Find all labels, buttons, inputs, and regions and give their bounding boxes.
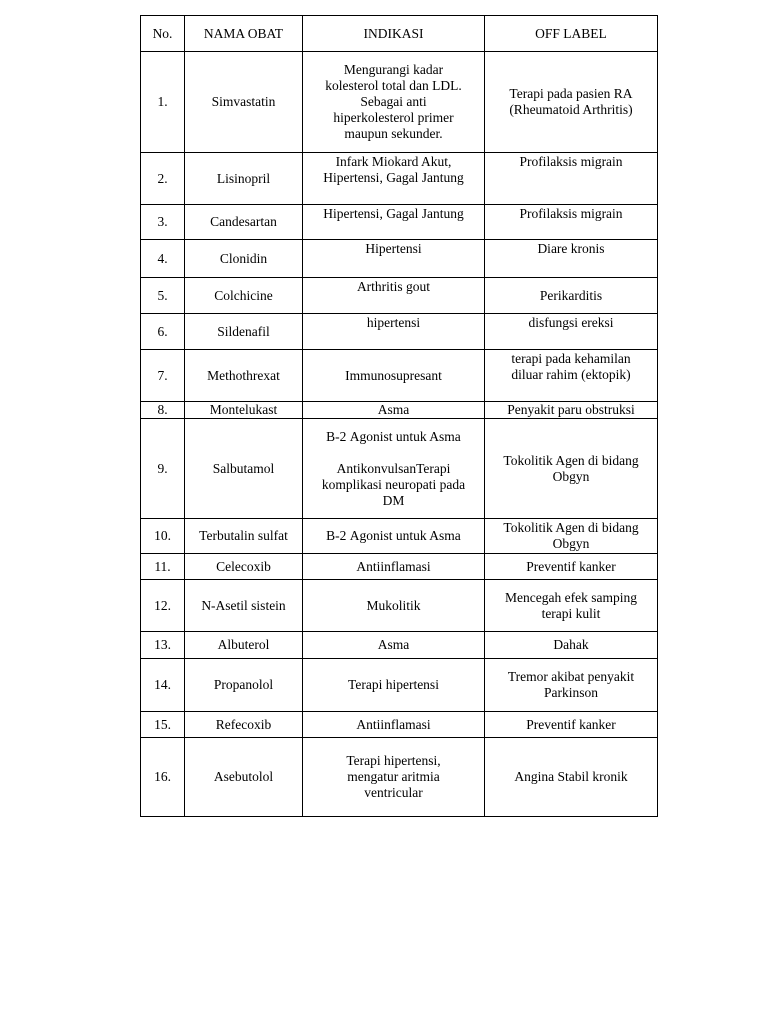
indication-cell — [303, 580, 485, 632]
row-number: 1. — [141, 52, 185, 153]
drug-name: Propanolol — [185, 659, 303, 712]
off-label-cell-line: Mencegah efek samping — [505, 589, 637, 605]
indication-cell-line: Β-2 Agonist untuk Asma — [326, 528, 461, 543]
off-label-cell-line: Profilaksis migrain — [519, 154, 623, 169]
off-label-cell-line: Tokolitik Agen di bidang — [503, 520, 639, 535]
indication-cell — [303, 402, 485, 419]
off-label-cell — [485, 240, 658, 278]
indication-cell-line: Asma — [377, 402, 410, 417]
indication-cell-line: kolesterol total dan LDL. — [325, 78, 462, 93]
indication-cell — [303, 205, 485, 240]
row-number: 7. — [141, 350, 185, 402]
off-label-cell-line: Parkinson — [544, 685, 598, 700]
indication-cell-line: Antiinflamasi — [356, 558, 431, 574]
indication-cell-line: Hipertensi — [365, 241, 422, 256]
off-label-cell — [485, 738, 658, 817]
indication-cell-line: hiperkolesterol primer — [333, 110, 454, 125]
drug-name: Terbutalin sulfat — [185, 519, 303, 554]
off-label-cell-line: Perikarditis — [539, 287, 603, 303]
table-row — [141, 402, 658, 419]
indication-cell-line: hipertensi — [366, 315, 421, 330]
table-row — [141, 712, 658, 738]
indication-cell — [303, 519, 485, 554]
indication-cell-line: Mengurangi kadar — [343, 62, 444, 77]
indication-cell-line: Β-2 Agonist untuk Asma — [326, 428, 461, 444]
drug-name: Methothrexat — [185, 350, 303, 402]
table-body — [141, 52, 658, 817]
indication-cell-line: Terapi hipertensi — [348, 677, 439, 692]
row-number: 3. — [141, 205, 185, 240]
indication-cell-line — [307, 445, 480, 461]
table-row — [141, 632, 658, 659]
indication-cell-line: Mukolitik — [366, 597, 421, 613]
table-row — [141, 52, 658, 153]
table-row — [141, 205, 658, 240]
off-label-cell — [485, 205, 658, 240]
drug-name: Montelukast — [185, 402, 303, 419]
off-label-cell — [485, 659, 658, 712]
table-row — [141, 554, 658, 580]
row-number: 13. — [141, 632, 185, 659]
table-row — [141, 738, 658, 817]
off-label-cell-line: Profilaksis migrain — [519, 206, 623, 221]
off-label-cell-line: Tremor akibat penyakit — [507, 669, 635, 684]
off-label-cell-line: terapi kulit — [541, 605, 601, 621]
drug-name: Candesartan — [185, 205, 303, 240]
indication-cell-line: Asma — [377, 637, 410, 652]
drug-name: Simvastatin — [185, 52, 303, 153]
drug-name: Refecoxib — [185, 712, 303, 738]
row-number: 14. — [141, 659, 185, 712]
off-label-cell — [485, 153, 658, 205]
row-number: 2. — [141, 153, 185, 205]
off-label-cell-line: terapi pada kehamilan — [511, 351, 631, 366]
off-label-cell-line: Penyakit paru obstruksi — [507, 402, 635, 417]
indication-cell-line: Hipertensi, Gagal Jantung — [323, 170, 464, 185]
drug-name: Clonidin — [185, 240, 303, 278]
off-label-cell — [485, 580, 658, 632]
indication-cell-line: Sebagai anti — [360, 94, 427, 109]
indication-cell — [303, 554, 485, 580]
off-label-cell-line: diluar rahim (ektopik) — [511, 367, 631, 382]
off-label-cell-line: Obgyn — [552, 468, 590, 484]
row-number: 15. — [141, 712, 185, 738]
off-label-cell — [485, 519, 658, 554]
drug-name: Sildenafil — [185, 314, 303, 350]
row-number: 5. — [141, 278, 185, 314]
indication-cell — [303, 52, 485, 153]
table-row — [141, 519, 658, 554]
table-row — [141, 419, 658, 519]
indication-cell — [303, 738, 485, 817]
indication-cell — [303, 419, 485, 519]
table-row — [141, 659, 658, 712]
indication-cell-line: Arthritis gout — [356, 279, 431, 294]
table-row — [141, 240, 658, 278]
header-drug-name: NAMA OBAT — [185, 16, 303, 52]
off-label-cell-line: Dahak — [553, 637, 589, 652]
indication-cell-line: DM — [382, 492, 405, 508]
row-number: 10. — [141, 519, 185, 554]
row-number: 9. — [141, 419, 185, 519]
off-label-cell — [485, 402, 658, 419]
indication-cell-line: ventricular — [364, 785, 423, 800]
drug-name: Colchicine — [185, 278, 303, 314]
drug-name: Salbutamol — [185, 419, 303, 519]
drug-name: Celecoxib — [185, 554, 303, 580]
indication-cell-line: Hipertensi, Gagal Jantung — [323, 206, 464, 221]
drug-name: Albuterol — [185, 632, 303, 659]
drug-table — [140, 15, 658, 817]
drug-name: Asebutolol — [185, 738, 303, 817]
header-off-label: OFF LABEL — [485, 16, 658, 52]
table-row — [141, 580, 658, 632]
indication-cell — [303, 632, 485, 659]
off-label-cell-line: Obgyn — [552, 536, 590, 551]
off-label-cell-line: Preventif kanker — [526, 716, 616, 732]
off-label-cell — [485, 314, 658, 350]
row-number: 6. — [141, 314, 185, 350]
off-label-cell — [485, 52, 658, 153]
row-number: 11. — [141, 554, 185, 580]
indication-cell — [303, 712, 485, 738]
indication-cell — [303, 350, 485, 402]
indication-cell-line: mengatur aritmia — [347, 769, 440, 784]
drug-name: N-Asetil sistein — [185, 580, 303, 632]
off-label-cell — [485, 632, 658, 659]
off-label-cell-line: Preventif kanker — [526, 558, 616, 574]
indication-cell — [303, 659, 485, 712]
indication-cell — [303, 240, 485, 278]
header-no: No. — [141, 16, 185, 52]
indication-cell-line: maupun sekunder. — [344, 126, 443, 141]
row-number: 4. — [141, 240, 185, 278]
off-label-cell-line: (Rheumatoid Arthritis) — [509, 102, 633, 117]
header-indication: INDIKASI — [303, 16, 485, 52]
indication-cell — [303, 314, 485, 350]
table-row — [141, 350, 658, 402]
indication-cell-line: Immunosupresant — [345, 367, 442, 383]
off-label-cell-line: disfungsi ereksi — [528, 315, 614, 330]
off-label-cell-line: Angina Stabil kronik — [514, 769, 628, 784]
off-label-cell — [485, 712, 658, 738]
table-row — [141, 278, 658, 314]
indication-cell — [303, 153, 485, 205]
drug-name: Lisinopril — [185, 153, 303, 205]
off-label-cell — [485, 278, 658, 314]
table-header-row — [141, 16, 658, 52]
row-number: 8. — [141, 402, 185, 419]
indication-cell-line: Terapi hipertensi, — [346, 753, 441, 768]
indication-cell-line: AntikonvulsanTerapi — [336, 460, 451, 476]
off-label-cell-line: Tokolitik Agen di bidang — [503, 452, 639, 468]
off-label-cell — [485, 419, 658, 519]
row-number: 16. — [141, 738, 185, 817]
indication-cell-line: Infark Miokard Akut, — [335, 154, 452, 169]
off-label-cell-line: Diare kronis — [537, 241, 605, 256]
table-row — [141, 153, 658, 205]
off-label-cell-line: Terapi pada pasien RA — [509, 86, 633, 101]
table-row — [141, 314, 658, 350]
off-label-cell — [485, 554, 658, 580]
indication-cell — [303, 278, 485, 314]
indication-cell-line: Antiinflamasi — [356, 716, 431, 732]
row-number: 12. — [141, 580, 185, 632]
off-label-cell — [485, 350, 658, 402]
indication-cell-line: komplikasi neuropati pada — [321, 476, 466, 492]
